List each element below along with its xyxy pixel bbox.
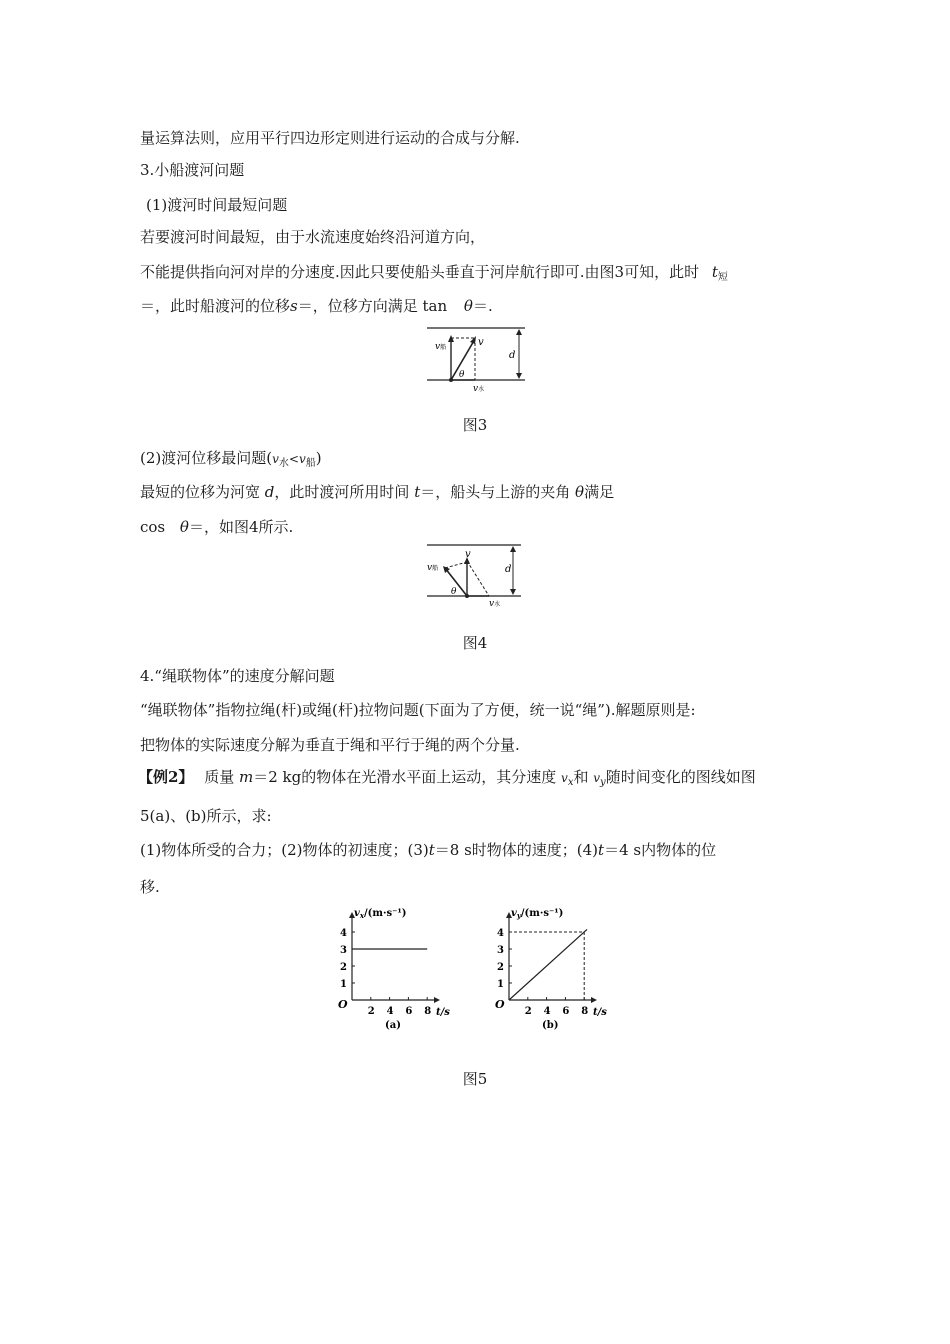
x-tick-label: 4 xyxy=(386,1006,394,1017)
text: ，此时渡河所用时间 xyxy=(274,483,410,501)
text: 和 xyxy=(573,768,589,786)
figure-4-caption: 图4 xyxy=(462,634,488,652)
label-theta: θ xyxy=(451,587,457,597)
text: 把物体的实际速度分解为垂直于绳和平行于绳的两个分量. xyxy=(140,736,520,754)
text: ) xyxy=(315,449,322,467)
text: 5(a)、(b)所示，求: xyxy=(140,807,272,825)
origin-label: O xyxy=(338,998,348,1011)
x-tick-label: 8 xyxy=(424,1006,432,1017)
paragraph-line xyxy=(140,482,614,502)
var-s: s xyxy=(290,297,298,315)
var-t: t xyxy=(414,483,421,501)
x-tick-label: 4 xyxy=(543,1006,551,1017)
label-d: d xyxy=(505,564,512,575)
label-v: v xyxy=(465,549,471,560)
section-heading-4 xyxy=(140,666,335,686)
var-d: d xyxy=(264,483,275,501)
y-tick-label: 3 xyxy=(340,945,347,956)
text: ＝4 s内物体的位 xyxy=(604,841,717,859)
text: 移. xyxy=(140,878,160,896)
var-vx: v xyxy=(561,771,568,785)
y-tick-label: 3 xyxy=(497,945,504,956)
paragraph-line xyxy=(140,296,493,316)
x-tick-label: 8 xyxy=(581,1006,589,1017)
example-line xyxy=(138,767,756,793)
paragraph-line xyxy=(140,806,272,826)
panel-label: (b) xyxy=(542,1020,559,1031)
example-tag: 【例2】 xyxy=(138,768,194,786)
panel-label: (a) xyxy=(385,1020,401,1031)
var-m: m xyxy=(239,768,254,786)
var-theta: θ xyxy=(463,297,473,315)
figure-4-diagram xyxy=(425,540,525,608)
y-tick-label: 2 xyxy=(340,962,347,973)
y-tick-label: 4 xyxy=(340,928,347,939)
x-axis-label: t/s xyxy=(593,1007,607,1018)
var-t: t xyxy=(711,263,718,281)
var-vy: v xyxy=(593,771,601,785)
var-theta: θ xyxy=(179,518,189,536)
label-v-boat: v船 xyxy=(427,563,439,573)
subscript: x xyxy=(567,777,574,788)
figure-3-diagram xyxy=(425,322,535,394)
paragraph-line xyxy=(140,877,160,897)
x-tick-label: 2 xyxy=(367,1006,375,1017)
subscript: y xyxy=(600,777,606,788)
figure-5a-chart xyxy=(330,900,460,1035)
section-heading-3 xyxy=(140,160,244,180)
x-axis-label: t/s xyxy=(436,1007,450,1018)
var-t: t xyxy=(428,841,435,859)
subsection-heading-1 xyxy=(146,195,287,215)
y-tick-label: 1 xyxy=(340,979,347,990)
x-axis-arrow xyxy=(434,997,440,1003)
text: 量运算法则，应用平行四边形定则进行运动的合成与分解. xyxy=(140,129,520,147)
text: (1)物体所受的合力；(2)物体的初速度；(3) xyxy=(140,841,429,859)
text: ＝. xyxy=(472,297,493,315)
y-axis-label: $v_x/(m\cdot s^{-1})$ xyxy=(354,908,407,920)
origin-label: O xyxy=(495,998,505,1011)
paragraph-line xyxy=(140,517,293,537)
subscript: 水 xyxy=(278,458,289,469)
text: < xyxy=(288,452,299,466)
text: ＝，船头与上游的夹角 xyxy=(420,483,571,501)
paragraph-line xyxy=(140,840,716,860)
figure-3-caption: 图3 xyxy=(462,416,488,434)
figure-5-caption: 图5 xyxy=(462,1070,488,1088)
label-v-water: v水 xyxy=(489,599,501,608)
x-axis-arrow xyxy=(591,997,597,1003)
label-v-boat: v船 xyxy=(435,342,447,352)
var-theta: θ xyxy=(575,483,585,501)
text: 4.“绳联物体”的速度分解问题 xyxy=(140,667,335,685)
text: 最短的位移为河宽 xyxy=(140,483,261,501)
text: 不能提供指向河对岸的分速度.因此只要使船头垂直于河岸航行即可.由图3可知，此时 xyxy=(140,263,700,281)
subsection-heading-2 xyxy=(140,448,322,474)
text: (2)渡河位移最问题( xyxy=(140,449,273,467)
x-tick-label: 6 xyxy=(405,1006,413,1017)
paragraph-line xyxy=(140,262,728,288)
label-v-water: v水 xyxy=(473,384,485,394)
text: 质量 xyxy=(204,768,235,786)
text: 3.小船渡河问题 xyxy=(140,161,245,179)
figure-5b-chart xyxy=(487,900,617,1035)
y-axis-label: $v_y/(m\cdot s^{-1})$ xyxy=(511,908,564,920)
y-tick-label: 2 xyxy=(497,962,504,973)
text: ＝2 kg的物体在光滑水平面上运动，其分速度 xyxy=(253,768,557,786)
text: (1)渡河时间最短问题 xyxy=(146,196,288,214)
x-tick-label: 6 xyxy=(562,1006,570,1017)
subscript: 短 xyxy=(717,272,728,283)
subscript: 船 xyxy=(305,458,316,469)
paragraph-line xyxy=(140,128,520,148)
text: ＝，位移方向满足 tan xyxy=(297,297,448,315)
y-tick-label: 4 xyxy=(497,928,504,939)
label-theta: θ xyxy=(459,370,465,380)
label-v: v xyxy=(478,337,484,348)
text: ＝，此时船渡河的位移 xyxy=(140,297,291,315)
var-v: v xyxy=(272,452,279,466)
series-line xyxy=(509,929,587,1000)
text: “绳联物体”指物拉绳(杆)或绳(杆)拉物问题(下面为了方便，统一说“绳”).解题原则是: xyxy=(140,701,696,719)
text: 满足 xyxy=(584,483,615,501)
text: ＝8 s时物体的速度；(4) xyxy=(434,841,599,859)
x-tick-label: 2 xyxy=(524,1006,532,1017)
text: cos xyxy=(140,518,166,536)
label-d: d xyxy=(509,350,516,361)
paragraph-line xyxy=(140,227,485,247)
paragraph-line xyxy=(140,700,696,720)
var-v: v xyxy=(298,452,306,466)
var-t: t xyxy=(598,841,605,859)
text: 若要渡河时间最短，由于水流速度始终沿河道方向， xyxy=(140,228,486,246)
text: 随时间变化的图线如图 xyxy=(605,768,756,786)
paragraph-line xyxy=(140,735,520,755)
text: ＝，如图4所示. xyxy=(188,518,294,536)
y-tick-label: 1 xyxy=(497,979,504,990)
